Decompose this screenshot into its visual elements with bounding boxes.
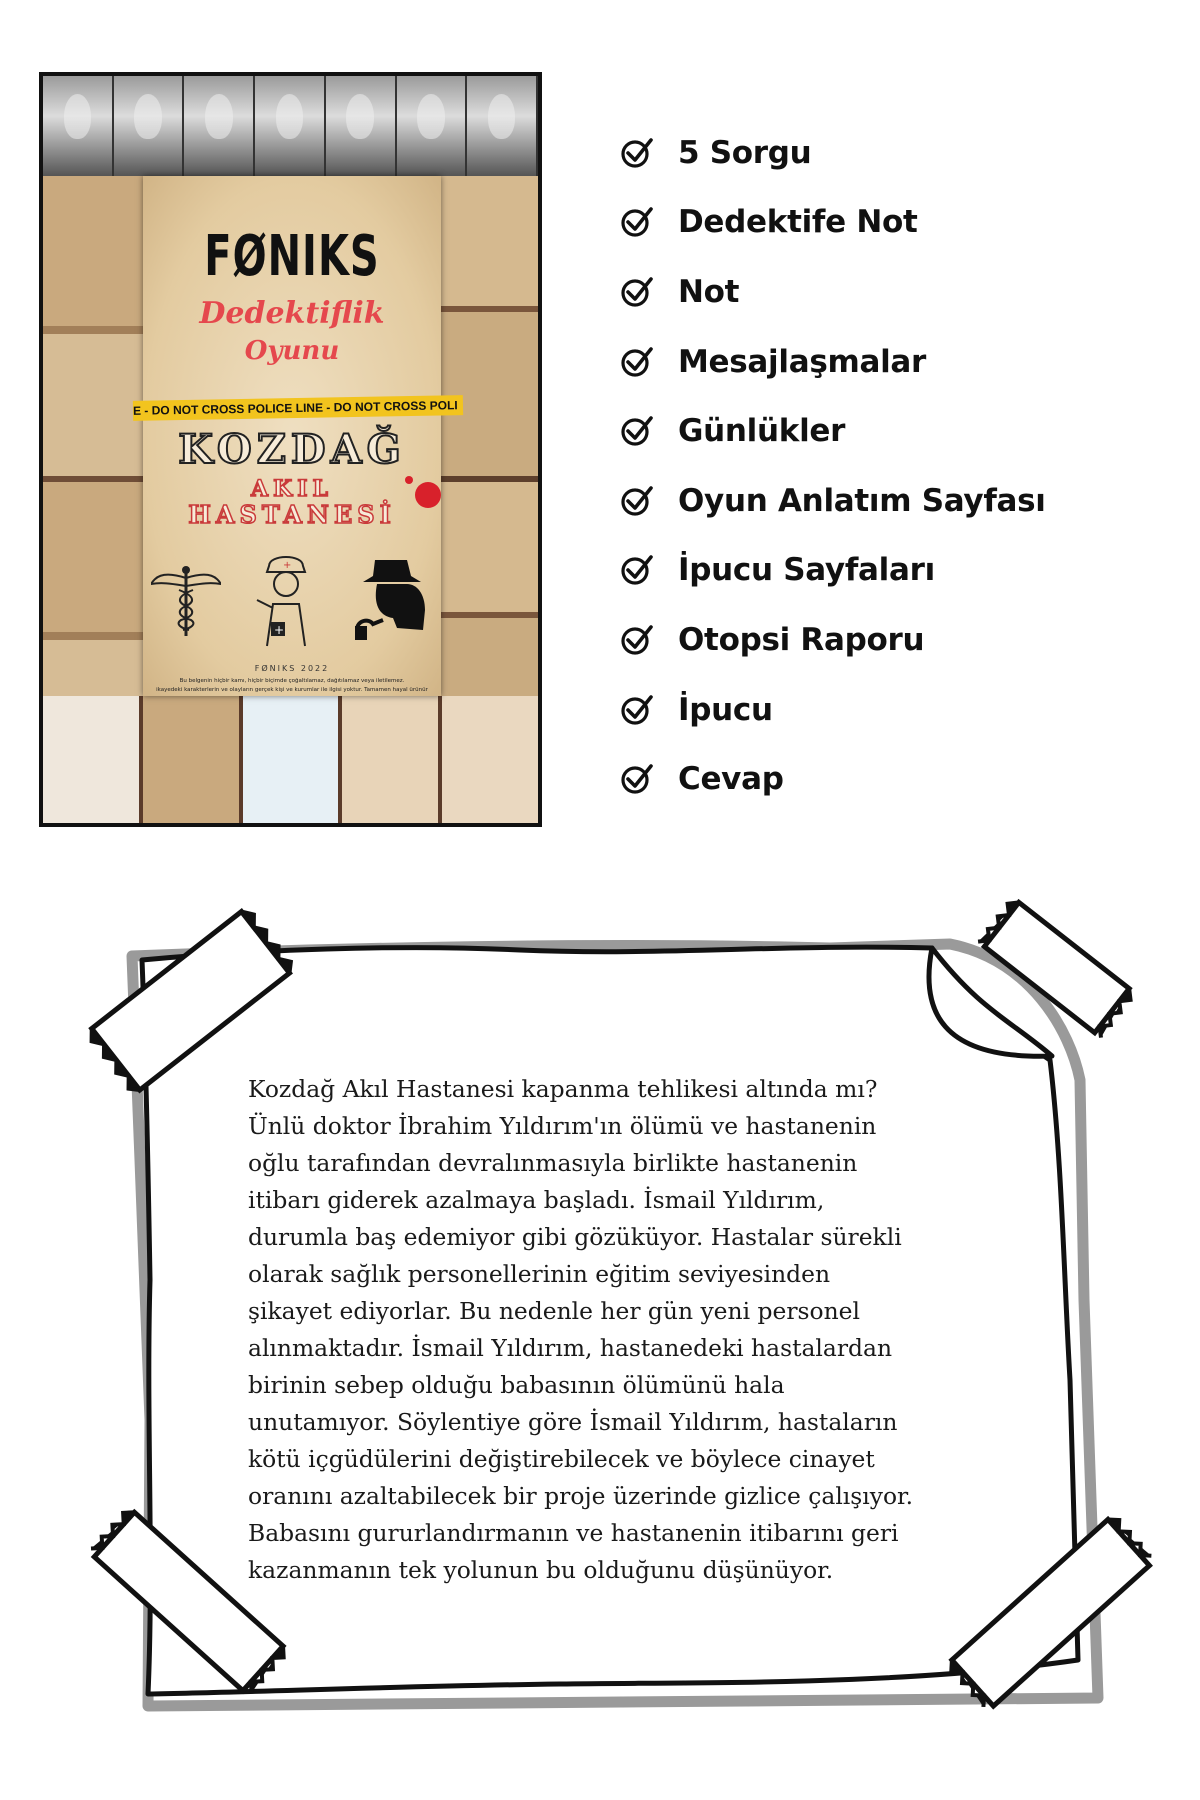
vintage-photo bbox=[114, 76, 185, 176]
feature-label: 5 Sorgu bbox=[678, 134, 812, 171]
detective-silhouette-icon bbox=[353, 554, 431, 646]
feature-item bbox=[620, 327, 1046, 397]
feature-item bbox=[620, 675, 1046, 745]
story-line: kazanmanın tek yolunun bu olduğunu düşünüyor. bbox=[248, 1556, 834, 1584]
story-line: Ünlü doktor İbrahim Yıldırım'ın ölümü ve hastanenin bbox=[248, 1112, 877, 1140]
cover-disclaimer: ikayedeki karakterlerin ve olayların gerçek kişi ve kurumlar ile ilgisi yoktur. Tamamen hayal ürünür bbox=[156, 687, 428, 693]
feature-item bbox=[620, 257, 1046, 327]
checkmark-circle-icon bbox=[620, 275, 654, 309]
cover-title-panel bbox=[132, 176, 458, 696]
game-cover-image bbox=[39, 72, 542, 827]
feature-item bbox=[620, 744, 1046, 814]
story-line: şikayet ediyorlar. Bu nedenle her gün yeni personel bbox=[248, 1297, 860, 1325]
feature-item bbox=[620, 188, 1046, 258]
story-line: Babasını gururlandırmanın ve hastanenin itibarını geri bbox=[248, 1519, 899, 1547]
story-line: olarak sağlık personellerinin eğitim seviyesinden bbox=[248, 1260, 831, 1288]
vintage-photo bbox=[43, 76, 114, 176]
feature-label: Cevap bbox=[678, 761, 784, 798]
vintage-photo-strip bbox=[43, 76, 538, 176]
feature-label: Mesajlaşmalar bbox=[678, 343, 927, 380]
vintage-photo bbox=[397, 76, 468, 176]
cover-subtitle: Dedektiflik bbox=[199, 296, 385, 331]
story-paragraph bbox=[248, 1071, 968, 1589]
feature-label: Otopsi Raporu bbox=[678, 621, 925, 658]
vintage-photo bbox=[184, 76, 255, 176]
checkmark-circle-icon bbox=[620, 484, 654, 518]
cover-disclaimer: Bu belgenin hiçbir kamı, hiçbir biçimde çoğaltılamaz, dağıtılamaz veya iletilemez. bbox=[179, 678, 405, 684]
brand-logo-text: FØNIKS bbox=[204, 224, 380, 290]
story-line: birinin sebep olduğu babasının ölümünü hala bbox=[248, 1371, 785, 1399]
story-line: Kozdağ Akıl Hastanesi kapanma tehlikesi altında mı? bbox=[248, 1075, 878, 1103]
checkmark-circle-icon bbox=[620, 345, 654, 379]
blood-splatter-icon bbox=[415, 482, 441, 508]
caduceus-icon bbox=[151, 564, 221, 638]
feature-label: İpucu Sayfaları bbox=[678, 552, 935, 589]
cover-subtitle: Oyunu bbox=[244, 336, 340, 366]
cover-title: KOZDAĞ bbox=[178, 426, 406, 473]
feature-label: Not bbox=[678, 273, 740, 310]
story-line: alınmaktadır. İsmail Yıldırım, hastanedeki hastalardan bbox=[248, 1334, 893, 1362]
cover-title-sub: AKIL bbox=[251, 476, 333, 502]
cover-title-sub: HASTANESİ bbox=[188, 500, 396, 529]
checkmark-circle-icon bbox=[620, 693, 654, 727]
document-collage-bottom bbox=[43, 696, 538, 827]
story-line: kötü içgüdülerini değiştirebilecek ve böylece cinayet bbox=[248, 1445, 875, 1473]
svg-text:+: + bbox=[274, 623, 285, 637]
vintage-photo bbox=[255, 76, 326, 176]
svg-text:+: + bbox=[283, 560, 292, 571]
document-collage-right bbox=[440, 176, 538, 756]
story-line: unutamıyor. Söylentiye göre İsmail Yıldırım, hastaların bbox=[248, 1408, 898, 1436]
story-line: oranını azaltabilecek bir proje üzerinde gizlice çalışıyor. bbox=[248, 1482, 914, 1510]
feature-label: Günlükler bbox=[678, 413, 846, 450]
feature-item bbox=[620, 118, 1046, 188]
feature-item bbox=[620, 536, 1046, 606]
feature-label: Oyun Anlatım Sayfası bbox=[678, 482, 1046, 519]
cover-year: FØNIKS 2022 bbox=[254, 664, 330, 673]
vintage-photo bbox=[467, 76, 538, 176]
story-line: oğlu tarafından devralınmasıyla birlikte hastanenin bbox=[248, 1149, 858, 1177]
document-collage-left bbox=[43, 176, 143, 756]
checkmark-circle-icon bbox=[620, 623, 654, 657]
checkmark-circle-icon bbox=[620, 205, 654, 239]
nurse-illustration-icon bbox=[247, 548, 325, 648]
checkmark-circle-icon bbox=[620, 762, 654, 796]
feature-item bbox=[620, 396, 1046, 466]
feature-label: Dedektife Not bbox=[678, 204, 918, 241]
checkmark-circle-icon bbox=[620, 136, 654, 170]
checkmark-circle-icon bbox=[620, 553, 654, 587]
feature-item bbox=[620, 605, 1046, 675]
story-line: itibarı giderek azalmaya başladı. İsmail Yıldırım, bbox=[248, 1186, 825, 1214]
checkmark-circle-icon bbox=[620, 414, 654, 448]
vintage-photo bbox=[326, 76, 397, 176]
feature-item bbox=[620, 466, 1046, 536]
feature-label: İpucu bbox=[678, 691, 773, 728]
story-line: durumla baş edemiyor gibi gözüküyor. Hastalar sürekli bbox=[248, 1223, 902, 1251]
police-tape: E - DO NOT CROSS POLICE LINE - DO NOT CROSS POLI bbox=[133, 395, 463, 421]
feature-checklist bbox=[620, 118, 1046, 814]
